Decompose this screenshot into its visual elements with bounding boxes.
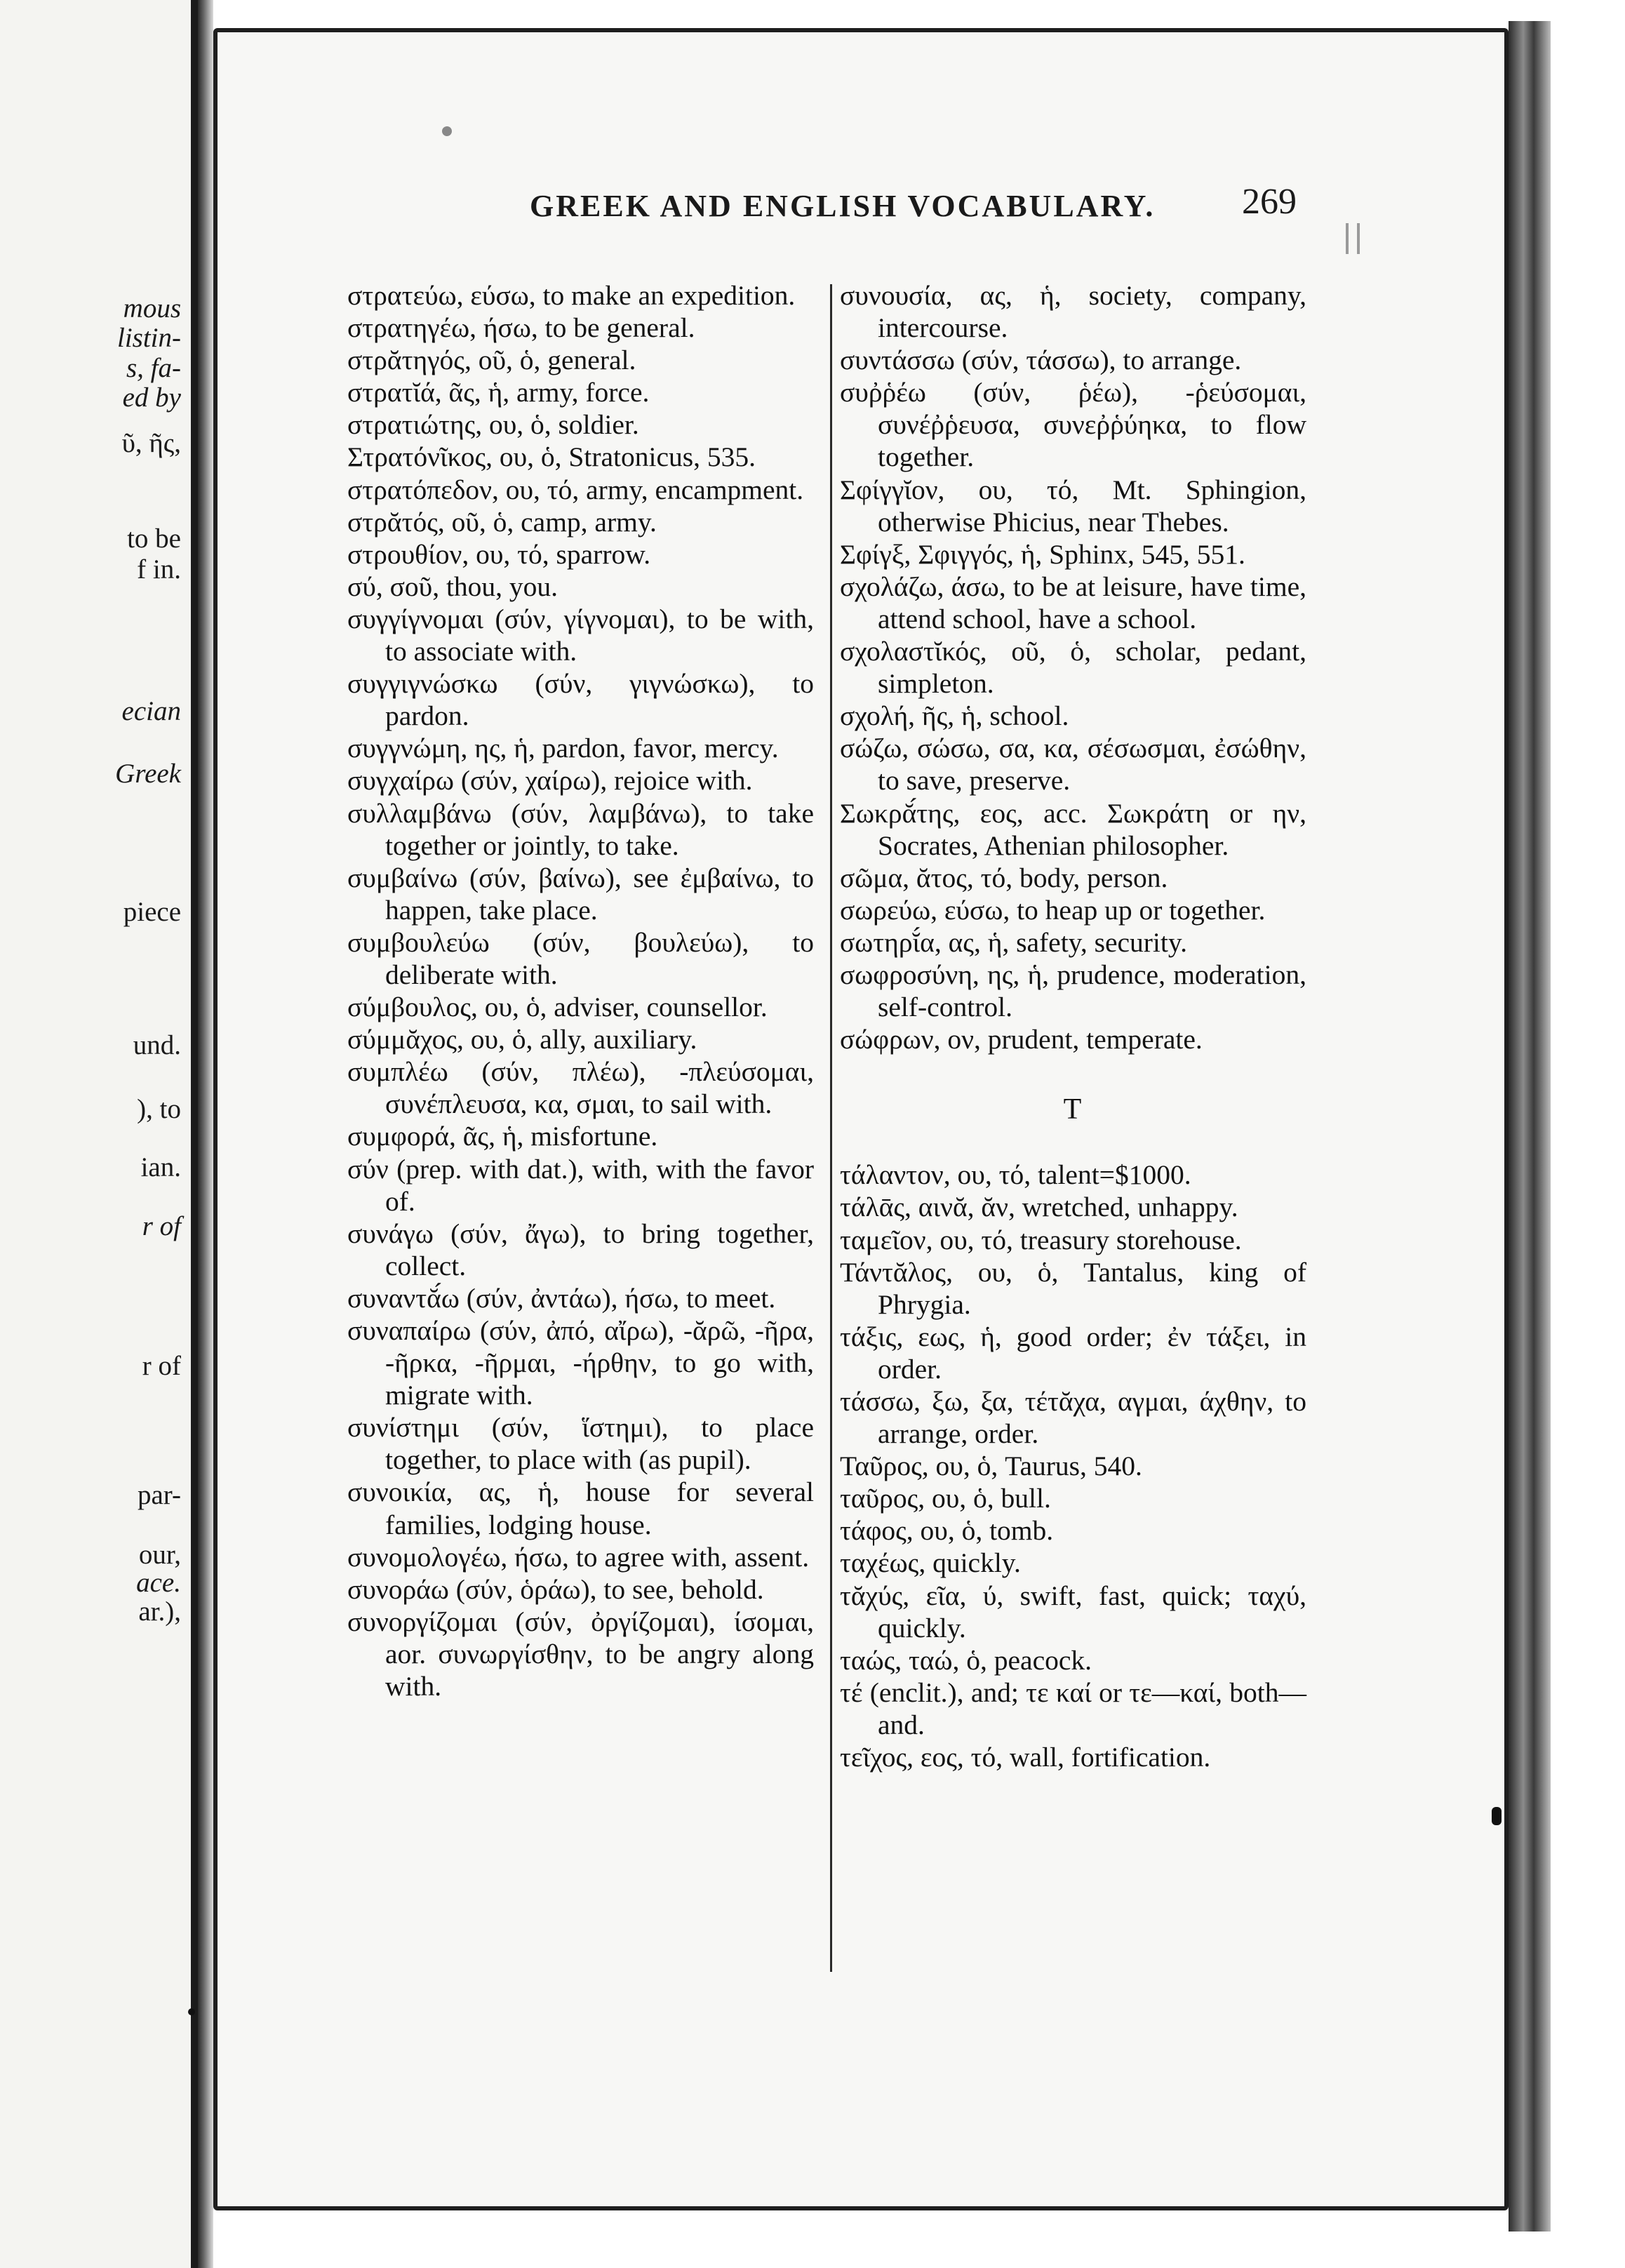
vocabulary-entry: συντάσσω (σύν, τάσσω), to arrange. xyxy=(840,345,1242,376)
vocabulary-entry: συνοράω (σύν, ὁράω), to see, behold. xyxy=(347,1573,764,1605)
vocabulary-entry: Τάντᾰλος, ου, ὁ, Tantalus, king of Phrygia. xyxy=(840,1256,1306,1320)
vocabulary-entry: στρατόπεδον, ου, τό, army, encampment. xyxy=(347,474,804,505)
facing-page-text-fragment: f in. xyxy=(137,554,181,585)
vocabulary-entry: συνίστημι (σύν, ἵστημι), to place together, to place with (as pupil). xyxy=(347,1412,814,1476)
facing-page-text-fragment: ed by xyxy=(122,382,181,413)
ink-blot xyxy=(1492,1807,1502,1825)
facing-page-text-fragment: ecian xyxy=(121,696,181,726)
ink-speck xyxy=(188,2008,195,2015)
scan-margin xyxy=(1551,0,1625,2268)
vocabulary-entry: ταχέως, quickly. xyxy=(840,1547,1021,1579)
vocabulary-entry: τεῖχος, εος, τό, wall, fortification. xyxy=(840,1742,1211,1773)
vocabulary-entry: στρατεύω, εύσω, to make an expedition. xyxy=(347,280,796,311)
paper-blemish xyxy=(442,126,452,136)
vocabulary-entry: τάφος, ου, ὁ, tomb. xyxy=(840,1515,1054,1547)
vocabulary-entry: στρουθίον, ου, τό, sparrow. xyxy=(347,538,651,570)
vocabulary-entry: στρατιώτης, ου, ὁ, soldier. xyxy=(347,409,639,441)
vocabulary-entry: σύμβουλος, ου, ὁ, adviser, counsellor. xyxy=(347,992,768,1023)
page-edge-stack xyxy=(1509,21,1551,2232)
facing-page-text-fragment: r of xyxy=(142,1351,181,1381)
vocabulary-entry: στρατῐά, ᾶς, ἡ, army, force. xyxy=(347,377,650,408)
vocabulary-entry: Ταῦρος, ου, ὁ, Taurus, 540. xyxy=(840,1450,1142,1482)
vocabulary-column-right xyxy=(840,279,1306,1773)
vocabulary-entry: συμφορά, ᾶς, ἡ, misfortune. xyxy=(347,1121,658,1152)
column-divider xyxy=(830,284,832,1972)
facing-page-text-fragment: ), to xyxy=(137,1094,181,1124)
facing-page-text-fragment: ar.), xyxy=(138,1596,181,1627)
facing-page-text-fragment: und. xyxy=(133,1030,181,1060)
vocabulary-entry: συνοικία, ας, ἡ, house for several families, lodging house. xyxy=(347,1476,814,1540)
facing-page-text-fragment: ian. xyxy=(140,1152,181,1182)
margin-mark xyxy=(1346,223,1349,254)
vocabulary-entry: συγγνώμη, ης, ἡ, pardon, favor, mercy. xyxy=(347,733,779,764)
book-gutter xyxy=(198,0,213,2268)
facing-page-text-fragment: Greek xyxy=(115,759,181,789)
vocabulary-entry: συνοργίζομαι (σύν, ὀργίζομαι), ίσομαι, aor. συνωργίσθην, to be angry along with. xyxy=(347,1606,814,1702)
vocabulary-entry: συγγιγνώσκω (σύν, γιγνώσκω), to pardon. xyxy=(347,668,814,732)
vocabulary-entry: στρατηγέω, ήσω, to be general. xyxy=(347,312,695,344)
vocabulary-entry: συλλαμβάνω (σύν, λαμβάνω), to take together or jointly, to take. xyxy=(347,797,814,861)
vocabulary-entry: τάξις, εως, ἡ, good order; ἐν τάξει, in order. xyxy=(840,1321,1306,1385)
facing-page-text-fragment: to be xyxy=(127,523,181,554)
margin-mark xyxy=(1357,223,1360,254)
vocabulary-entry: σωφροσύνη, ης, ἡ, prudence, moderation, self-control. xyxy=(840,959,1306,1023)
facing-page-text-fragment: par- xyxy=(137,1480,181,1510)
vocabulary-entry: Στρατόνῖκος, ου, ὁ, Stratonicus, 535. xyxy=(347,441,756,473)
vocabulary-entry: συῤῥέω (σύν, ῥέω), -ῥεύσομαι, συνέῤῥευσα, συνεῤῥύηκα, to flow together. xyxy=(840,377,1306,473)
vocabulary-entry: ταώς, ταώ, ὁ, peacock. xyxy=(840,1644,1092,1676)
facing-page-text-fragment: listin- xyxy=(116,323,181,353)
vocabulary-entry: στρᾰτός, οῦ, ὁ, camp, army. xyxy=(347,506,657,538)
vocabulary-entry: συμπλέω (σύν, πλέω), -πλεύσομαι, συνέπλευσα, κα, σμαι, to sail with. xyxy=(347,1056,814,1120)
vocabulary-column-left xyxy=(347,279,814,1702)
facing-page-text-fragment: ῦ, ῆς, xyxy=(121,428,181,458)
vocabulary-entry: συγχαίρω (σύν, χαίρω), rejoice with. xyxy=(347,765,753,796)
vocabulary-entry: τάλαντον, ου, τό, talent=$1000. xyxy=(840,1159,1191,1191)
facing-page-text-fragment: s, fa- xyxy=(126,353,181,383)
entries-tau xyxy=(840,1159,1306,1773)
facing-page-text-fragment: r of xyxy=(142,1211,181,1241)
vocabulary-entry: Σφίγγῐον, ου, τό, Mt. Sphingion, otherwise Phicius, near Thebes. xyxy=(840,474,1306,538)
entries-sigma xyxy=(840,279,1306,1055)
vocabulary-entry: τάσσω, ξω, ξα, τέτᾰχα, αγμαι, άχθην, to arrange, order. xyxy=(840,1386,1306,1450)
vocabulary-entry: Σωκρᾰ́της, εος, acc. Σωκράτη or ην, Socrates, Athenian philosopher. xyxy=(840,797,1306,861)
vocabulary-entry: σωτηρῐ́α, ας, ἡ, safety, security. xyxy=(840,926,1187,958)
vocabulary-entry: συναπαίρω (σύν, ἀπό, αἴρω), -ᾰρῶ, -ῆρα, -ῆρκα, -ῆρμαι, -ήρθην, to go with, migrate with. xyxy=(347,1315,814,1411)
vocabulary-entry: σύμμᾰχος, ου, ὁ, ally, auxiliary. xyxy=(347,1024,697,1055)
vocabulary-entry: τάλᾱς, αινᾰ, ᾰν, wretched, unhappy. xyxy=(840,1192,1238,1223)
vocabulary-entry: σχολή, ῆς, ἡ, school. xyxy=(840,700,1069,732)
vocabulary-entry: σύ, σοῦ, thou, you. xyxy=(347,571,559,602)
vocabulary-entry: τέ (enclit.), and; τε καί or τε—καί, both—and. xyxy=(840,1676,1306,1740)
vocabulary-entry: συνομολογέω, ήσω, to agree with, assent. xyxy=(347,1541,810,1573)
vocabulary-entry: σώζω, σώσω, σα, κα, σέσωσμαι, ἐσώθην, to save, preserve. xyxy=(840,733,1306,796)
facing-page-text-fragment: our, xyxy=(138,1540,181,1570)
running-head: GREEK AND ENGLISH VOCABULARY. xyxy=(530,189,1156,223)
vocabulary-entry: σχολάζω, άσω, to be at leisure, have time, attend school, have a school. xyxy=(840,571,1306,634)
facing-page-text-fragment: ace. xyxy=(136,1568,181,1598)
vocabulary-entry: συγγίγνομαι (σύν, γίγνομαι), to be with, to associate with. xyxy=(347,603,814,667)
facing-page-text-fragment: mous xyxy=(123,293,181,323)
section-letter-heading: T xyxy=(1063,1093,1083,1126)
vocabulary-entry: σῶμα, ᾰτος, τό, body, person. xyxy=(840,862,1168,893)
facing-page-fragment xyxy=(0,0,198,2268)
vocabulary-entry: συμβαίνω (σύν, βαίνω), see ἐμβαίνω, to happen, take place. xyxy=(347,862,814,926)
vocabulary-entry: συνάγω (σύν, ἄγω), to bring together, collect. xyxy=(347,1218,814,1281)
facing-page-text-fragment: piece xyxy=(123,897,181,927)
vocabulary-entry: συναντᾰ́ω (σύν, ἀντάω), ήσω, to meet. xyxy=(347,1282,776,1314)
vocabulary-entry: Σφίγξ, Σφιγγός, ἡ, Sphinx, 545, 551. xyxy=(840,538,1245,570)
vocabulary-entry: σχολαστῐκός, οῦ, ὁ, scholar, pedant, simpleton. xyxy=(840,636,1306,700)
vocabulary-entry: σύν (prep. with dat.), with, with the favor of. xyxy=(347,1153,814,1217)
vocabulary-entry: σωρεύω, εύσω, to heap up or together. xyxy=(840,894,1266,926)
vocabulary-entry: στρᾰτηγός, οῦ, ὁ, general. xyxy=(347,345,636,376)
vocabulary-entry: ταμεῖον, ου, τό, treasury storehouse. xyxy=(840,1224,1242,1255)
vocabulary-entry: σώφρων, ον, prudent, temperate. xyxy=(840,1024,1203,1055)
vocabulary-entry: συνουσία, ας, ἡ, society, company, intercourse. xyxy=(840,280,1306,344)
vocabulary-entry: τᾰχύς, εῖα, ύ, swift, fast, quick; ταχύ, quickly. xyxy=(840,1580,1306,1643)
vocabulary-entry: συμβουλεύω (σύν, βουλεύω), to deliberate with. xyxy=(347,926,814,990)
vocabulary-entry: ταῦρος, ου, ὁ, bull. xyxy=(840,1483,1051,1514)
page-number: 269 xyxy=(1242,182,1297,222)
